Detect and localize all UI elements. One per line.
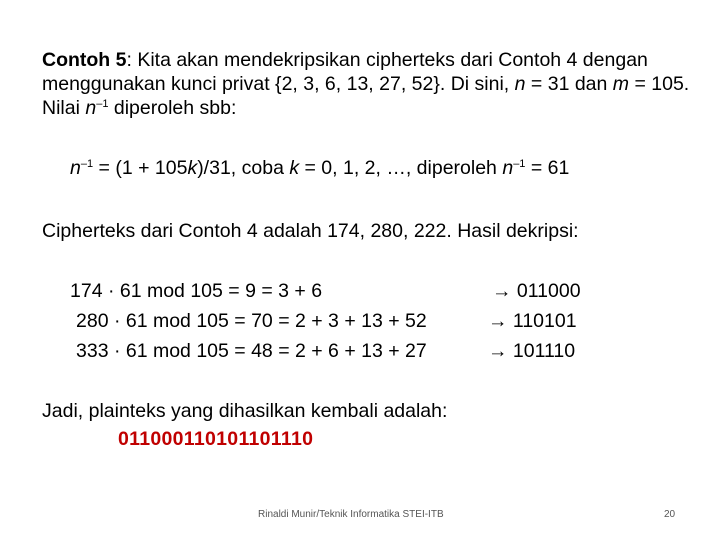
arrow-icon: → bbox=[488, 310, 508, 332]
recovered-plaintext: 011000110101101110 bbox=[118, 428, 314, 450]
example-label: Contoh 5 bbox=[42, 49, 127, 71]
formula-n: n bbox=[70, 157, 81, 179]
formula-k-2: k bbox=[289, 157, 300, 179]
arrow-icon: → bbox=[488, 340, 508, 362]
decryption-calc: 280 · 61 mod 105 = 70 = 2 + 3 + 13 + 52 bbox=[76, 310, 427, 332]
arrow-icon: → bbox=[492, 280, 512, 302]
intro-text-1: : Kita akan mendekripsikan cipherteks dari Contoh 4 dengan menggunakan kunci privat {2, 3, 6, 13, 27, 52}. Di sini, bbox=[42, 49, 648, 95]
intro-text-2: = 31 dan bbox=[525, 73, 613, 95]
intro-text-3: = 105. Nilai bbox=[42, 73, 690, 119]
decryption-result bbox=[488, 340, 575, 363]
formula-result-exponent: –1 bbox=[513, 158, 526, 170]
ciphertext-line: Cipherteks dari Contoh 4 adalah 174, 280, 222. Hasil dekripsi: bbox=[42, 220, 579, 242]
formula-result-n: n bbox=[502, 157, 514, 179]
decryption-result bbox=[488, 310, 577, 333]
formula-k: k bbox=[187, 157, 198, 179]
formula-n-exponent: –1 bbox=[80, 158, 94, 170]
formula-part-2: )/31, coba bbox=[197, 157, 290, 179]
m-variable: m bbox=[612, 73, 630, 95]
intro-text-4: diperoleh sbb: bbox=[108, 97, 237, 119]
n-inverse-exponent: –1 bbox=[96, 98, 109, 110]
conclusion-text: Jadi, plainteks yang dihasilkan kembali adalah: bbox=[42, 400, 448, 422]
decryption-calc: 174 · 61 mod 105 = 9 = 3 + 6 bbox=[70, 280, 323, 302]
n-variable: n bbox=[514, 73, 526, 95]
bit-string: 011000 bbox=[516, 280, 581, 302]
bit-string: 101110 bbox=[512, 340, 576, 362]
page-number: 20 bbox=[664, 509, 676, 520]
decryption-calc: 333 · 61 mod 105 = 48 = 2 + 6 + 13 + 27 bbox=[76, 340, 427, 362]
intro-paragraph bbox=[42, 48, 702, 120]
inverse-formula bbox=[70, 157, 569, 180]
slide-footer: Rinaldi Munir/Teknik Informatika STEI-ITB bbox=[258, 509, 444, 520]
n-inverse-variable: n bbox=[85, 97, 97, 119]
bit-string: 110101 bbox=[512, 310, 577, 332]
formula-part-1: = (1 + 105 bbox=[93, 157, 188, 179]
decryption-result bbox=[492, 280, 581, 303]
formula-part-4: = 61 bbox=[525, 157, 570, 179]
formula-part-3: = 0, 1, 2, …, diperoleh bbox=[299, 157, 503, 179]
